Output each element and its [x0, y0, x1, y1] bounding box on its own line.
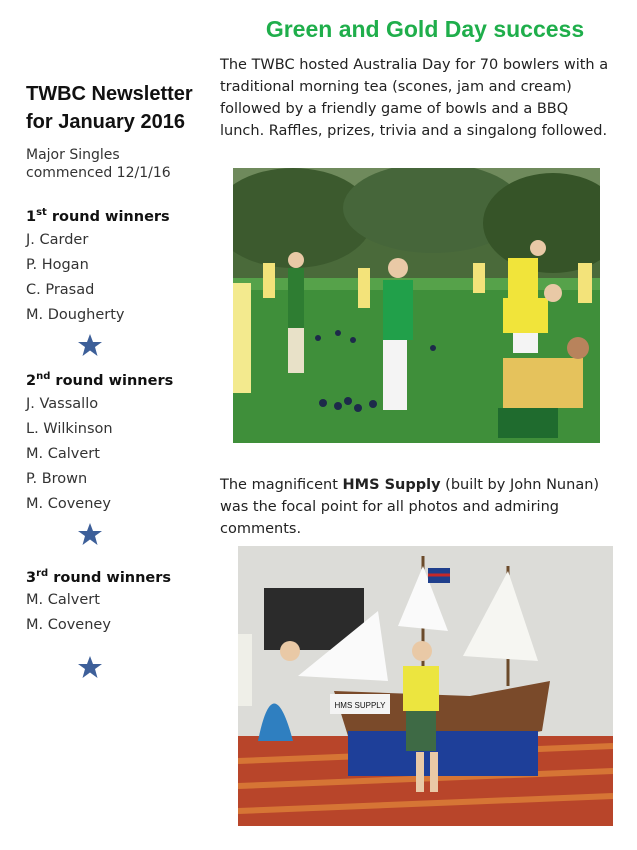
round3-suffix: rd	[36, 567, 49, 579]
newsletter-title-line1: TWBC Newsletter	[26, 83, 193, 105]
round2-heading	[26, 366, 216, 392]
winner-name: M. Calvert	[26, 592, 100, 609]
major-singles-note	[26, 146, 216, 182]
round1-suffix: st	[36, 207, 47, 218]
article-paragraph-2	[220, 474, 615, 540]
sidebar	[26, 80, 216, 682]
major-line1: Major Singles	[26, 147, 120, 163]
winner-name: P. Brown	[26, 470, 88, 487]
round1-label: round winners	[46, 208, 170, 225]
winner-name: P. Hogan	[26, 256, 89, 273]
newsletter-title	[26, 80, 216, 136]
round2-ordinal: 2	[26, 372, 37, 389]
round3-label: round winners	[48, 569, 172, 586]
round1-heading	[26, 202, 216, 228]
round3-ordinal: 3	[26, 569, 37, 586]
round2-suffix: nd	[36, 370, 51, 382]
star-icon	[78, 523, 102, 545]
winner-name: M. Calvert	[26, 445, 100, 462]
winner-name: M. Coveney	[26, 617, 111, 634]
winner-name: M. Coveney	[26, 495, 111, 512]
winner-name: J. Carder	[26, 231, 89, 248]
paragraph2-before: The magnificent	[220, 477, 343, 493]
major-line2: commenced 12/1/16	[26, 165, 171, 181]
round1-ordinal: 1	[26, 208, 37, 225]
headline: Green and Gold Day success	[265, 16, 585, 42]
star-icon	[78, 334, 102, 356]
ship-sign-text: HMS SUPPLY	[334, 701, 386, 710]
round2-label: round winners	[50, 372, 174, 389]
newsletter-title-line2: for January 2016	[26, 111, 185, 133]
paragraph2-after: (built by John Nunan) was the focal point for all photos and admiring comments.	[220, 477, 600, 537]
hms-supply-name: HMS Supply	[342, 477, 441, 493]
article-paragraph-1: The TWBC hosted Australia Day for 70 bowlers with a traditional morning tea (scones, jam and cream) followed by a friendly game of bowls and a BBQ lunch. Raffles, prizes, trivia and a singalong followed.	[220, 57, 609, 139]
ship-photo	[238, 546, 613, 826]
round3-heading	[26, 563, 216, 589]
winner-name: L. Wilkinson	[26, 420, 113, 437]
winner-name: J. Vassallo	[26, 395, 99, 412]
winner-name: M. Dougherty	[26, 306, 125, 323]
star-icon	[78, 656, 102, 678]
winner-name: C. Prasad	[26, 281, 95, 298]
bowls-photo	[233, 168, 600, 443]
